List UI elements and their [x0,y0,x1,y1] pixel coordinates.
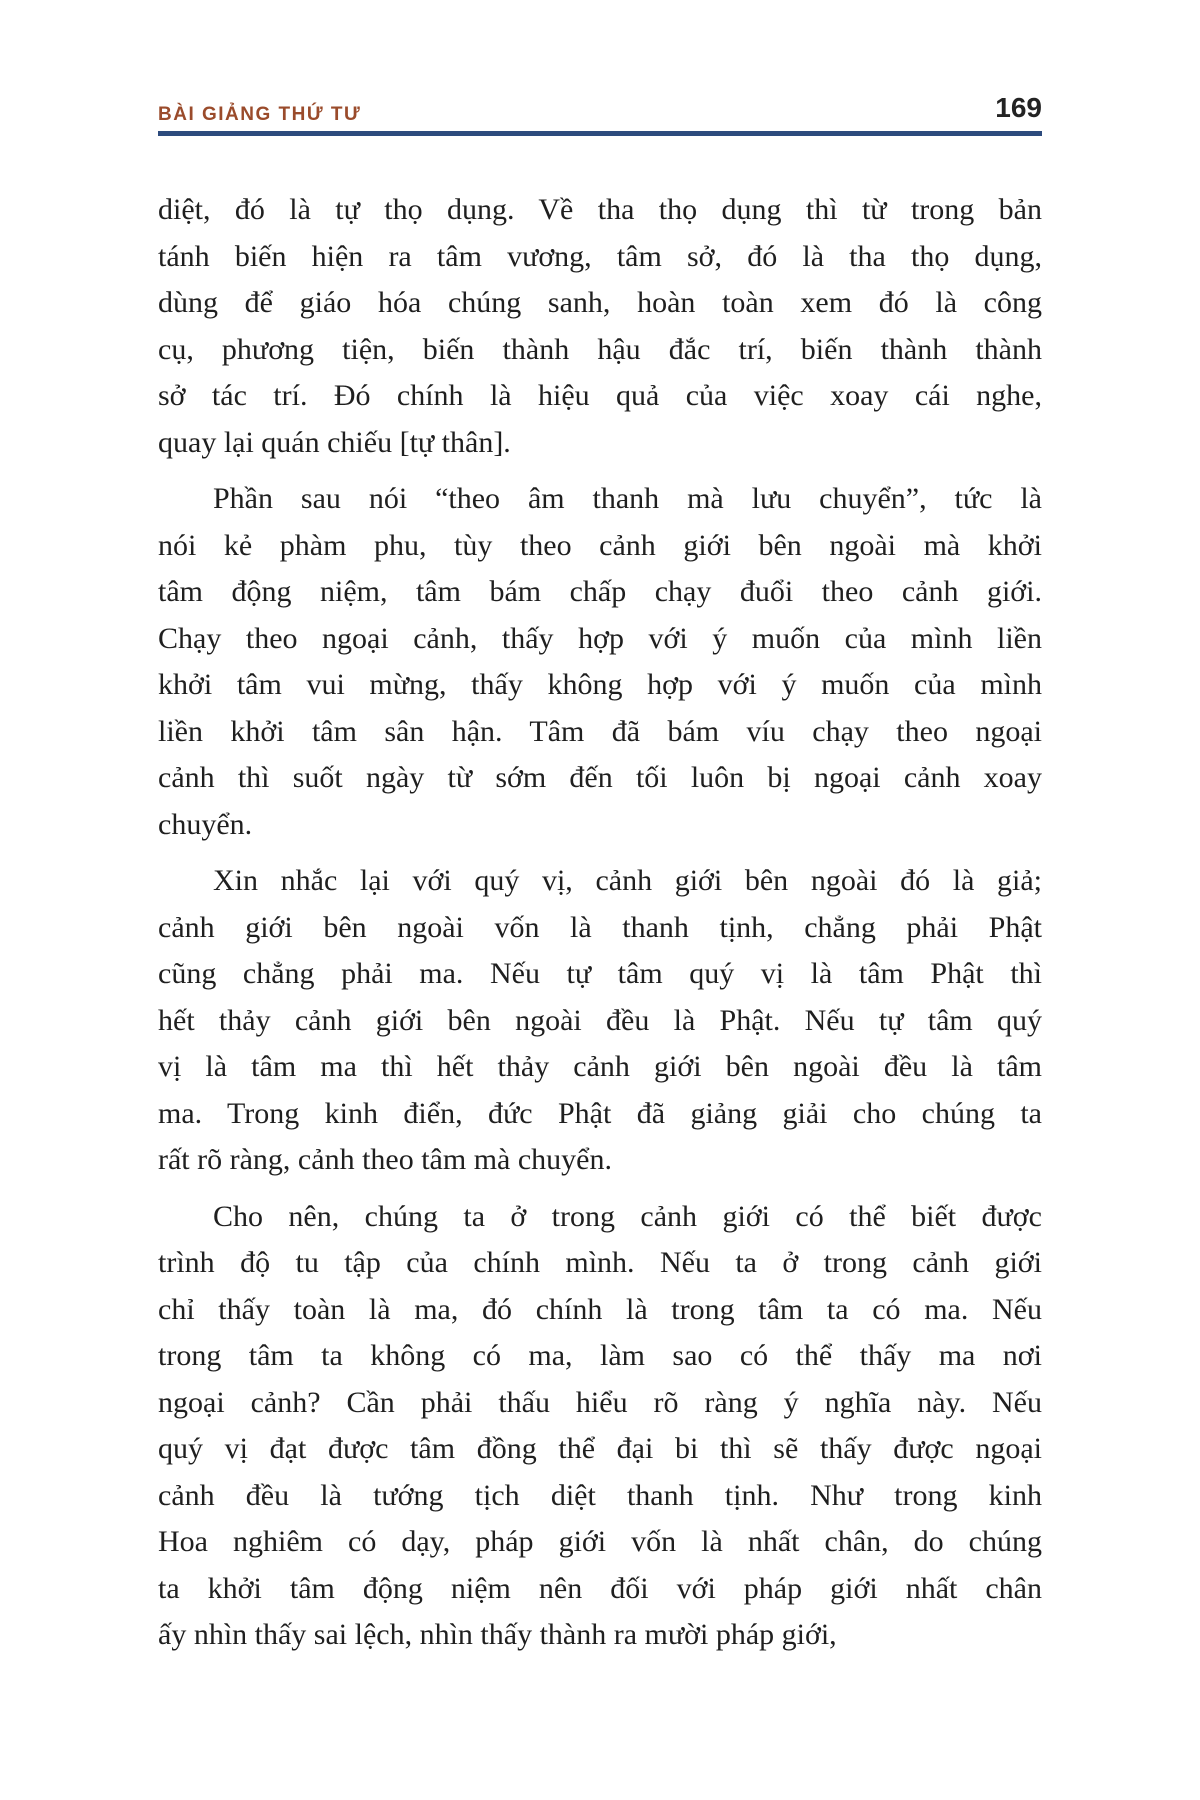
text-line: Xin nhắc lại với quý vị, cảnh giới bên ngoài đó là giả; [213,864,1042,897]
text-line: cảnh giới bên ngoài vốn là thanh tịnh, chẳng phải Phật [158,910,1042,944]
text-line: quý vị đạt được tâm đồng thể đại bi thì sẽ thấy được ngoại [158,1432,1042,1465]
text-line: cũng chẳng phải ma. Nếu tự tâm quý vị là tâm Phật thì [158,957,1042,990]
paragraph [158,1194,1042,1659]
text-line: diệt, đó là tự thọ dụng. Về tha thọ dụng thì từ trong bản [158,193,1042,226]
text-line: trong tâm ta không có ma, làm sao có thể thấy ma nơi [158,1339,1042,1372]
text-line: tâm động niệm, tâm bám chấp chạy đuổi theo cảnh giới. [158,575,1042,608]
text-line: cảnh đều là tướng tịch diệt thanh tịnh. Như trong kinh [158,1478,1042,1512]
page-header [158,94,1042,126]
text-line: ma. Trong kinh điển, đức Phật đã giảng giải cho chúng ta [158,1096,1042,1130]
text-line: cảnh thì suốt ngày từ sớm đến tối luôn bị ngoại cảnh xoay [158,761,1042,794]
text-line: chuyển. [158,807,253,841]
text-line: ngoại cảnh? Cần phải thấu hiểu rõ ràng ý nghĩa này. Nếu [158,1385,1042,1419]
text-line: ấy nhìn thấy sai lệch, nhìn thấy thành ra mười pháp giới, [158,1618,837,1651]
text-line: sở tác trí. Đó chính là hiệu quả của việc xoay cái nghe, [158,379,1042,412]
text-line: chỉ thấy toàn là ma, đó chính là trong tâm ta có ma. Nếu [158,1292,1042,1326]
text-line: tánh biến hiện ra tâm vương, tâm sở, đó là tha thọ dụng, [158,239,1042,273]
text-line: khởi tâm vui mừng, thấy không hợp với ý muốn của mình [158,668,1042,701]
text-line: nói kẻ phàm phu, tùy theo cảnh giới bên ngoài mà khởi [158,528,1042,562]
body-text [158,187,1042,1669]
text-line: quay lại quán chiếu [tự thân]. [158,425,511,459]
text-line: ta khởi tâm động niệm nên đối với pháp giới nhất chân [158,1571,1042,1605]
text-line: Phần sau nói “theo âm thanh mà lưu chuyển”, tức là [213,482,1042,515]
page-number: 169 [995,92,1042,123]
running-head-title: BÀI GIẢNG THỨ TƯ [158,104,362,125]
text-line: liền khởi tâm sân hận. Tâm đã bám víu chạy theo ngoại [158,714,1042,748]
text-line: vị là tâm ma thì hết thảy cảnh giới bên ngoài đều là tâm [158,1050,1042,1083]
text-line: dùng để giáo hóa chúng sanh, hoàn toàn xem đó là công [158,286,1042,319]
paragraph [158,476,1042,848]
text-line: Hoa nghiêm có dạy, pháp giới vốn là nhất chân, do chúng [158,1525,1042,1558]
text-line: hết thảy cảnh giới bên ngoài đều là Phật. Nếu tự tâm quý [158,1003,1042,1037]
text-line: rất rõ ràng, cảnh theo tâm mà chuyển. [158,1143,612,1176]
paragraph [158,858,1042,1184]
paragraph [158,187,1042,466]
text-line: cụ, phương tiện, biến thành hậu đắc trí, biến thành thành [158,332,1042,366]
text-line: Chạy theo ngoại cảnh, thấy hợp với ý muốn của mình liền [158,621,1042,655]
text-line: trình độ tu tập của chính mình. Nếu ta ở trong cảnh giới [158,1246,1042,1279]
header-divider-rule [158,131,1042,136]
text-line: Cho nên, chúng ta ở trong cảnh giới có thể biết được [213,1199,1042,1233]
